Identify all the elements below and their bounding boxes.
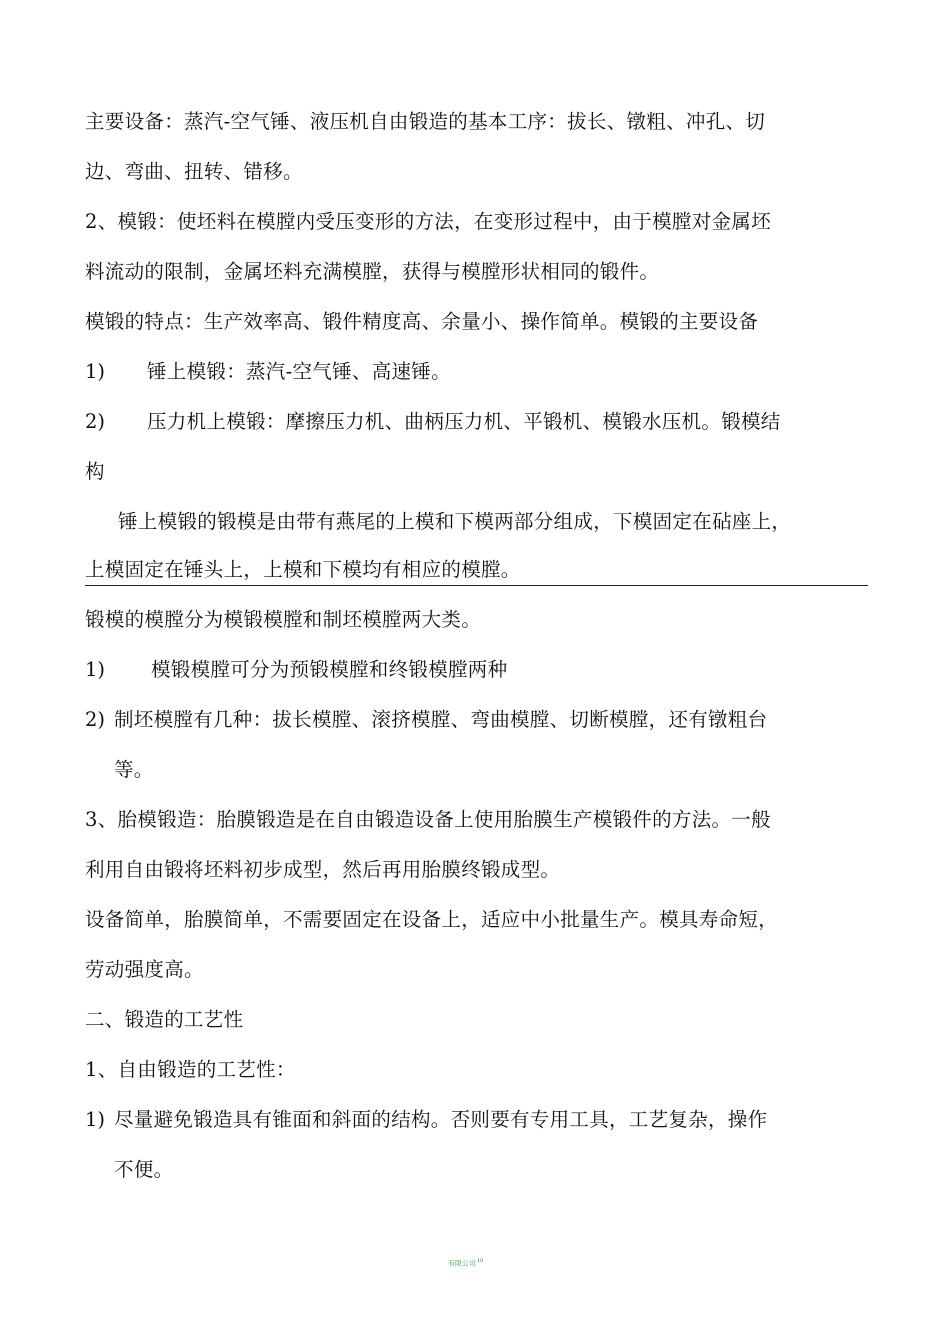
list-item: 模锻模膛可分为预锻模膛和终锻模膛两种 <box>151 658 508 681</box>
subsection-heading: 1、自由锻造的工艺性： <box>85 1058 296 1081</box>
horizontal-rule <box>85 585 868 586</box>
paragraph-line: 利用自由锻将坯料初步成型，然后再用胎膜终锻成型。 <box>85 858 561 881</box>
footer-text: 有限公司 <box>448 1259 476 1268</box>
list-item: 锤上模锻：蒸汽-空气锤、高速锤。 <box>147 360 451 383</box>
paragraph-line: 2、模锻：使坯料在模膛内受压变形的方法，在变形过程中，由于模膛对金属坯 <box>85 210 771 233</box>
list-item-continuation: 不便。 <box>114 1158 174 1181</box>
paragraph-line: 3、胎模锻造：胎膜锻造是在自由锻造设备上使用胎膜生产模锻件的方法。一般 <box>85 808 771 831</box>
page-number: 10 <box>477 1258 484 1264</box>
page-footer <box>448 1257 483 1268</box>
list-item: 尽量避免锻造具有锥面和斜面的结构。否则要有专用工具，工艺复杂，操作 <box>114 1108 768 1131</box>
list-marker: 1) <box>85 360 106 383</box>
list-marker: 1) <box>85 658 106 681</box>
list-marker: 2) <box>85 708 106 731</box>
list-item: 制坯模膛有几种：拔长模膛、滚挤模膛、弯曲模膛、切断模膛，还有镦粗台 <box>114 708 768 731</box>
paragraph-line: 边、弯曲、扭转、错移。 <box>85 160 303 183</box>
paragraph-line: 上模固定在锤头上，上模和下模均有相应的模膛。 <box>85 558 521 581</box>
section-heading: 二、锻造的工艺性 <box>85 1008 244 1031</box>
paragraph-line: 锤上模锻的锻模是由带有燕尾的上模和下模两部分组成，下模固定在砧座上， <box>118 510 792 533</box>
list-marker: 1) <box>85 1108 106 1131</box>
paragraph-line: 劳动强度高。 <box>85 958 204 981</box>
paragraph-line: 构 <box>85 460 105 483</box>
paragraph-line: 主要设备：蒸汽-空气锤、液压机自由锻造的基本工序：拔长、镦粗、冲孔、切 <box>85 110 766 133</box>
list-marker: 2) <box>85 410 106 433</box>
paragraph-line: 料流动的限制，金属坯料充满模膛，获得与模膛形状相同的锻件。 <box>85 260 660 283</box>
paragraph-line: 锻模的模膛分为模锻模膛和制坯模膛两大类。 <box>85 608 482 631</box>
list-item-continuation: 等。 <box>114 758 154 781</box>
list-item: 压力机上模锻：摩擦压力机、曲柄压力机、平锻机、模锻水压机。锻模结 <box>147 410 781 433</box>
paragraph-line: 模锻的特点：生产效率高、锻件精度高、余量小、操作简单。模锻的主要设备 <box>85 310 759 333</box>
paragraph-line: 设备简单，胎膜简单，不需要固定在设备上，适应中小批量生产。模具寿命短， <box>85 908 779 931</box>
